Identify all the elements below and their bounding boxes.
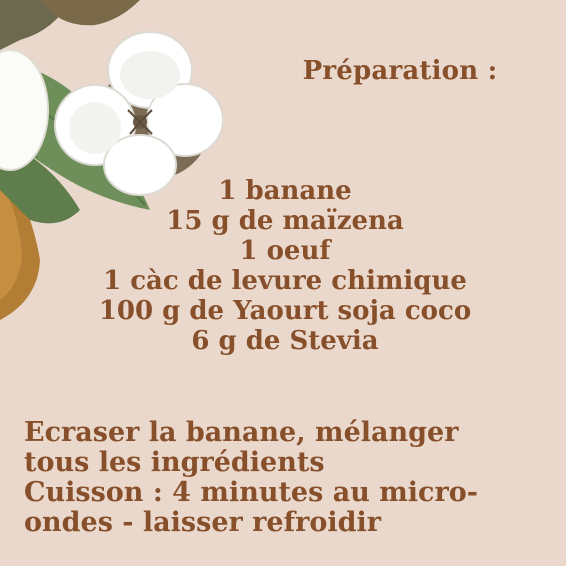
- section-title: Préparation :: [302, 56, 498, 86]
- ingredient-item: 1 oeuf: [239, 236, 331, 266]
- ingredient-item: 100 g de Yaourt soja coco: [98, 296, 472, 326]
- ingredient-item: 6 g de Stevia: [191, 326, 379, 356]
- instruction-line: tous les ingrédients: [24, 447, 325, 478]
- instructions-block: [24, 418, 554, 538]
- ingredient-item: 1 banane: [218, 176, 352, 206]
- ingredients-list: [40, 176, 530, 356]
- instruction-line: Cuisson : 4 minutes au micro-: [24, 477, 478, 508]
- instruction-line: ondes - laisser refroidir: [24, 507, 381, 538]
- instruction-line: Ecraser la banane, mélanger: [24, 417, 459, 448]
- ingredient-item: 1 càc de levure chimique: [103, 266, 467, 296]
- ingredient-item: 15 g de maïzena: [166, 206, 404, 236]
